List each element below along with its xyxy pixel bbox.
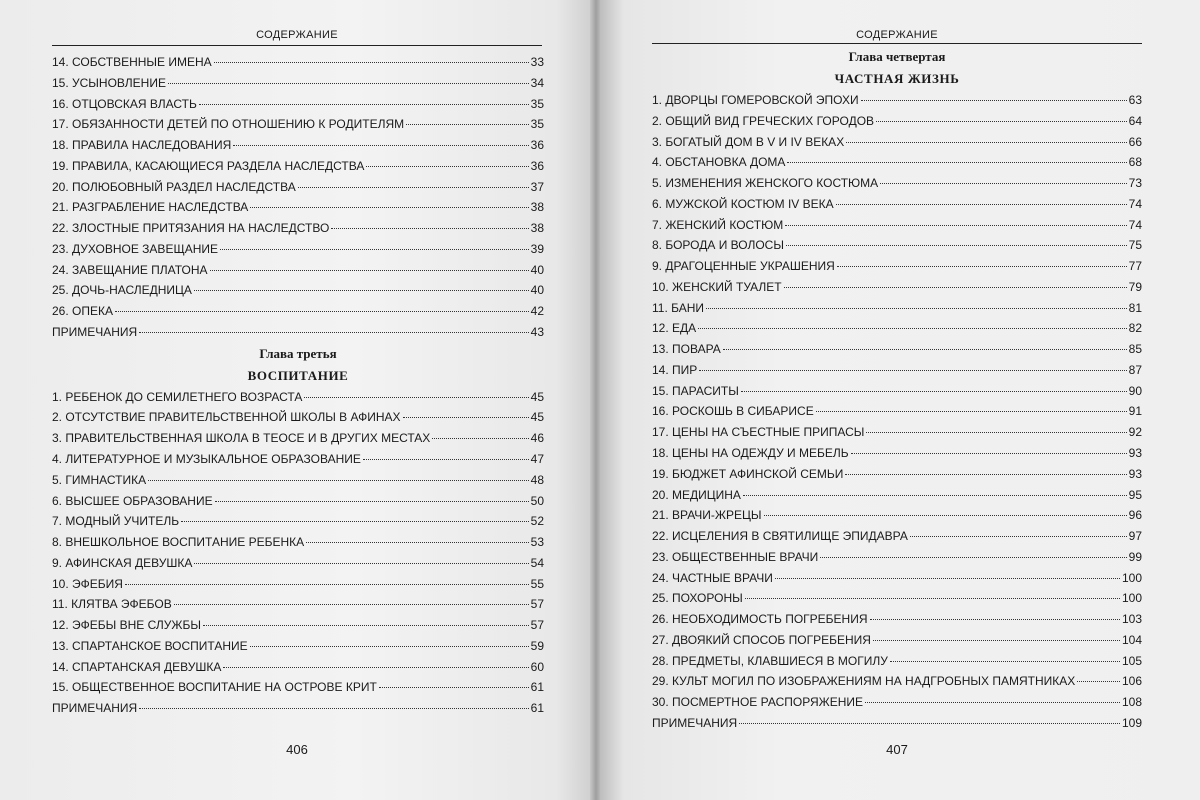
toc-entry-title: 29. КУЛЬТ МОГИЛ ПО ИЗОБРАЖЕНИЯМ НА НАДГРОБНЫХ ПАМЯТНИКАХ: [652, 674, 1076, 689]
dot-leader: [168, 83, 529, 84]
dot-leader: [139, 332, 528, 333]
dot-leader: [785, 225, 1126, 226]
toc-entry-title: 10. ЭФЕБИЯ: [52, 576, 123, 591]
dot-leader: [363, 459, 529, 460]
dot-leader: [174, 604, 529, 605]
dot-leader: [873, 640, 1120, 641]
toc-entry: [652, 111, 1142, 132]
toc-entry-page: 97: [1128, 529, 1142, 544]
toc-entry-page: 74: [1128, 196, 1142, 211]
toc-entry-title: 15. ОБЩЕСТВЕННОЕ ВОСПИТАНИЕ НА ОСТРОВЕ КРИТ: [52, 680, 377, 695]
toc-entry-page: 105: [1121, 653, 1142, 668]
dot-leader: [698, 328, 1126, 329]
toc-entry-title: 7. ЖЕНСКИЙ КОСТЮМ: [652, 217, 784, 232]
toc-entry: [652, 713, 1142, 734]
dot-leader: [148, 480, 529, 481]
dot-leader: [181, 521, 529, 522]
toc-entry-title: 6. ВЫСШЕЕ ОБРАЗОВАНИЕ: [52, 493, 213, 508]
page-number-right: 407: [886, 742, 908, 757]
toc-entries-right: [652, 90, 1142, 734]
toc-entry-page: 106: [1121, 674, 1142, 689]
toc-entry-page: 55: [530, 576, 544, 591]
toc-entry-page: 79: [1128, 279, 1142, 294]
header-rule-right: [652, 43, 1142, 44]
toc-entry: [652, 505, 1142, 526]
toc-entry-title: 12. ЕДА: [652, 321, 697, 336]
toc-entry: [52, 470, 544, 491]
toc-entry-title: 16. РОСКОШЬ В СИБАРИСЕ: [652, 404, 814, 419]
toc-entry: [52, 594, 544, 615]
toc-entry-page: 36: [530, 138, 544, 153]
chapter-title-right: ЧАСТНАЯ ЖИЗНЬ: [834, 71, 960, 86]
toc-entry: [52, 301, 544, 322]
toc-entry-page: 68: [1128, 155, 1142, 170]
toc-entry-page: 54: [530, 555, 544, 570]
toc-entry-page: 40: [530, 283, 544, 298]
toc-entry-title: 1. РЕБЕНОК ДО СЕМИЛЕТНЕГО ВОЗРАСТА: [52, 389, 303, 404]
toc-entry-page: 48: [530, 472, 544, 487]
toc-entry-page: 61: [530, 701, 544, 716]
toc-entry-title: 24. ЧАСТНЫЕ ВРАЧИ: [652, 570, 773, 585]
toc-entry: [652, 215, 1142, 236]
toc-entry-page: 34: [530, 75, 544, 90]
toc-entry: [652, 609, 1142, 630]
toc-entry-page: 63: [1128, 93, 1142, 107]
dot-leader: [890, 661, 1120, 662]
toc-entry-page: 66: [1128, 134, 1142, 149]
toc-entry-page: 82: [1128, 321, 1142, 336]
dot-leader: [210, 270, 529, 271]
toc-entry: [52, 407, 544, 428]
toc-entry: [52, 636, 544, 657]
toc-entry-title: 18. ПРАВИЛА НАСЛЕДОВАНИЯ: [52, 138, 232, 153]
toc-right: [652, 46, 1142, 734]
toc-entry-title: 12. ЭФЕБЫ ВНЕ СЛУЖБЫ: [52, 618, 201, 633]
toc-entry-page: 59: [530, 638, 544, 653]
toc-entry: [652, 360, 1142, 381]
toc-entry-page: 109: [1121, 715, 1142, 730]
dot-leader: [723, 349, 1127, 350]
toc-entry: [52, 615, 544, 636]
toc-entry: [52, 280, 544, 301]
toc-entry: [52, 114, 544, 135]
toc-entry-title: 25. ПОХОРОНЫ: [652, 591, 743, 606]
dot-leader: [816, 411, 1127, 412]
dot-leader: [220, 249, 529, 250]
toc-entry: [652, 547, 1142, 568]
dot-leader: [194, 290, 529, 291]
dot-leader: [745, 598, 1120, 599]
toc-entry: [652, 381, 1142, 402]
toc-entry: [652, 485, 1142, 506]
toc-entry: [652, 671, 1142, 692]
toc-entry: [52, 73, 544, 94]
toc-entry: [652, 588, 1142, 609]
toc-entry-page: 39: [530, 241, 544, 256]
toc-entry: [652, 256, 1142, 277]
dot-leader: [139, 708, 528, 709]
toc-entry: [52, 156, 544, 177]
toc-entry-page: 81: [1128, 300, 1142, 315]
toc-entry: [652, 339, 1142, 360]
dot-leader: [846, 142, 1126, 143]
toc-entries-top: [52, 52, 544, 343]
toc-entry: [52, 322, 544, 343]
dot-leader: [115, 311, 529, 312]
dot-leader: [870, 619, 1120, 620]
dot-leader: [786, 245, 1127, 246]
toc-entry-title: 14. ПИР: [652, 362, 698, 377]
dot-leader: [1077, 681, 1120, 682]
dot-leader: [866, 432, 1126, 433]
toc-entry-title: 26. НЕОБХОДИМОСТЬ ПОГРЕБЕНИЯ: [652, 612, 868, 627]
dot-leader: [379, 687, 529, 688]
toc-entry-page: 75: [1128, 238, 1142, 253]
left-page: [0, 0, 592, 800]
dot-leader: [910, 536, 1127, 537]
toc-entry-page: 38: [530, 221, 544, 236]
header-rule-left: [52, 45, 542, 46]
toc-entry-title: 23. ДУХОВНОЕ ЗАВЕЩАНИЕ: [52, 241, 218, 256]
toc-entry: [52, 239, 544, 260]
dot-leader: [880, 183, 1126, 184]
toc-entry: [652, 298, 1142, 319]
dot-leader: [250, 646, 529, 647]
toc-entry-page: 74: [1128, 217, 1142, 232]
toc-entry-title: 11. БАНИ: [652, 300, 705, 315]
toc-entry-title: 20. ПОЛЮБОВНЫЙ РАЗДЕЛ НАСЛЕДСТВА: [52, 179, 296, 194]
dot-leader: [851, 453, 1127, 454]
toc-entry-page: 33: [530, 55, 544, 69]
toc-entry-title: 15. ПАРАСИТЫ: [652, 383, 739, 398]
dot-leader: [214, 62, 529, 63]
toc-entry-title: 6. МУЖСКОЙ КОСТЮМ IV ВЕКА: [652, 196, 834, 211]
toc-entry-title: 30. ПОСМЕРТНОЕ РАСПОРЯЖЕНИЕ: [652, 695, 863, 710]
toc-entry-page: 93: [1128, 466, 1142, 481]
dot-leader: [865, 702, 1120, 703]
toc-entry: [52, 52, 544, 73]
toc-entry: [652, 173, 1142, 194]
toc-entry-title: 21. ВРАЧИ-ЖРЕЦЫ: [652, 508, 762, 523]
toc-entry-title: 9. АФИНСКАЯ ДЕВУШКА: [52, 555, 193, 570]
chapter-label-left: Глава третья: [259, 345, 337, 361]
dot-leader: [836, 204, 1127, 205]
toc-entry: [52, 260, 544, 281]
toc-entry-title: 23. ОБЩЕСТВЕННЫЕ ВРАЧИ: [652, 549, 819, 564]
toc-entry-title: 4. ЛИТЕРАТУРНОЕ И МУЗЫКАЛЬНОЕ ОБРАЗОВАНИЕ: [52, 452, 361, 467]
right-page: [600, 0, 1200, 800]
toc-entry-page: 92: [1128, 425, 1142, 440]
toc-entry-page: 43: [530, 324, 544, 339]
dot-leader: [250, 207, 528, 208]
dot-leader: [861, 100, 1127, 101]
toc-entry-page: 45: [530, 389, 544, 404]
toc-entry-title: 27. ДВОЯКИЙ СПОСОБ ПОГРЕБЕНИЯ: [652, 632, 871, 647]
toc-entry: [652, 401, 1142, 422]
running-head-left: СОДЕРЖАНИЕ: [256, 29, 338, 41]
toc-entry-page: 104: [1121, 632, 1142, 647]
toc-entry-title: 20. МЕДИЦИНА: [652, 487, 741, 502]
toc-entry: [652, 526, 1142, 547]
toc-entry-title: 5. ИЗМЕНЕНИЯ ЖЕНСКОГО КОСТЮМА: [652, 176, 879, 191]
toc-entry-page: 100: [1121, 570, 1142, 585]
toc-entry-page: 35: [530, 96, 544, 111]
toc-entry-page: 47: [530, 452, 544, 467]
toc-entry: [652, 277, 1142, 298]
dot-leader: [787, 162, 1126, 163]
dot-leader: [845, 474, 1126, 475]
dot-leader: [741, 391, 1127, 392]
dot-leader: [223, 667, 528, 668]
toc-entry-page: 35: [530, 117, 544, 132]
toc-entry: [52, 449, 544, 470]
toc-entry-page: 57: [530, 618, 544, 633]
toc-entry-page: 60: [530, 659, 544, 674]
toc-entry-page: 61: [530, 680, 544, 695]
dot-leader: [194, 563, 528, 564]
toc-entry-page: 77: [1128, 259, 1142, 274]
toc-entry: [52, 428, 544, 449]
toc-entry-page: 40: [530, 262, 544, 277]
dot-leader: [403, 417, 529, 418]
toc-entry-title: 25. ДОЧЬ-НАСЛЕДНИЦА: [52, 283, 192, 298]
toc-entry-title: 17. ЦЕНЫ НА СЪЕСТНЫЕ ПРИПАСЫ: [652, 425, 865, 440]
toc-entry: [52, 574, 544, 595]
toc-entry-title: 21. РАЗГРАБЛЕНИЕ НАСЛЕДСТВА: [52, 200, 249, 215]
toc-entry-title: 22. ИСЦЕЛЕНИЯ В СВЯТИЛИЩЕ ЭПИДАВРА: [652, 529, 908, 544]
toc-entry-page: 38: [530, 200, 544, 215]
toc-entry-title: 22. ЗЛОСТНЫЕ ПРИТЯЗАНИЯ НА НАСЛЕДСТВО: [52, 221, 330, 236]
toc-entry-title: 5. ГИМНАСТИКА: [52, 472, 147, 487]
toc-entry-title: 18. ЦЕНЫ НА ОДЕЖДУ И МЕБЕЛЬ: [652, 446, 849, 461]
chapter-label-right: Глава четвертая: [848, 49, 946, 64]
toc-entry: [652, 90, 1142, 111]
toc-entry-title: 8. ВНЕШКОЛЬНОЕ ВОСПИТАНИЕ РЕБЕНКА: [52, 535, 305, 550]
dot-leader: [876, 121, 1127, 122]
toc-entry-title: 24. ЗАВЕЩАНИЕ ПЛАТОНА: [52, 262, 208, 277]
toc-entry: [52, 698, 544, 719]
toc-left: [52, 52, 544, 719]
toc-entry-page: 64: [1128, 113, 1142, 128]
dot-leader: [406, 124, 529, 125]
toc-entry: [52, 197, 544, 218]
toc-entry-page: 103: [1121, 612, 1142, 627]
toc-entry-title: 1. ДВОРЦЫ ГОМЕРОВСКОЙ ЭПОХИ: [652, 93, 859, 107]
toc-entry: [652, 194, 1142, 215]
running-head-right: СОДЕРЖАНИЕ: [856, 29, 938, 41]
toc-entry: [52, 177, 544, 198]
chapter-title-left: ВОСПИТАНИЕ: [247, 367, 349, 383]
toc-entry-title: 3. БОГАТЫЙ ДОМ В V И IV ВЕКАХ: [652, 134, 845, 149]
toc-entry-title: 19. БЮДЖЕТ АФИНСКОЙ СЕМЬИ: [652, 466, 844, 481]
toc-entry-page: 46: [530, 431, 544, 446]
dot-leader: [306, 542, 529, 543]
toc-entry-page: 93: [1128, 446, 1142, 461]
toc-entry-title: 14. СОБСТВЕННЫЕ ИМЕНА: [52, 55, 212, 69]
toc-entry-title: 10. ЖЕНСКИЙ ТУАЛЕТ: [652, 279, 782, 294]
dot-leader: [820, 557, 1126, 558]
toc-entry-title: 17. ОБЯЗАННОСТИ ДЕТЕЙ ПО ОТНОШЕНИЮ К РОДИТЕЛЯМ: [52, 117, 405, 132]
toc-entry: [52, 218, 544, 239]
toc-entry-page: 53: [530, 535, 544, 550]
toc-entry: [52, 677, 544, 698]
toc-entry-title: 16. ОТЦОВСКАЯ ВЛАСТЬ: [52, 96, 197, 111]
dot-leader: [199, 104, 529, 105]
dot-leader: [366, 166, 528, 167]
toc-entry-page: 96: [1128, 508, 1142, 523]
toc-entry: [52, 491, 544, 512]
toc-entry-title: 11. КЛЯТВА ЭФЕБОВ: [52, 597, 172, 612]
toc-entry-page: 50: [530, 493, 544, 508]
toc-entry: [52, 94, 544, 115]
toc-entry-title: ПРИМЕЧАНИЯ: [52, 324, 138, 339]
dot-leader: [298, 187, 529, 188]
toc-entry: [652, 132, 1142, 153]
toc-entry-title: 13. СПАРТАНСКОЕ ВОСПИТАНИЕ: [52, 638, 248, 653]
toc-entry-title: 7. МОДНЫЙ УЧИТЕЛЬ: [52, 514, 180, 529]
toc-entry: [652, 422, 1142, 443]
toc-entry-page: 108: [1121, 695, 1142, 710]
toc-entry: [52, 657, 544, 678]
dot-leader: [764, 515, 1127, 516]
toc-entry-title: 28. ПРЕДМЕТЫ, КЛАВШИЕСЯ В МОГИЛУ: [652, 653, 888, 668]
toc-entry: [652, 318, 1142, 339]
toc-entry-page: 91: [1128, 404, 1142, 419]
toc-entry-title: 3. ПРАВИТЕЛЬСТВЕННАЯ ШКОЛА В ТЕОСЕ И В ДРУГИХ МЕСТАХ: [52, 431, 431, 446]
toc-entry: [652, 443, 1142, 464]
toc-entry: [652, 630, 1142, 651]
toc-entry: [652, 692, 1142, 713]
toc-entry-title: 15. УСЫНОВЛЕНИЕ: [52, 75, 166, 90]
toc-entry: [52, 135, 544, 156]
toc-entry: [652, 235, 1142, 256]
dot-leader: [706, 308, 1127, 309]
toc-entry-title: 8. БОРОДА И ВОЛОСЫ: [652, 238, 784, 253]
toc-entry-page: 99: [1128, 549, 1142, 564]
toc-entry-title: ПРИМЕЧАНИЯ: [52, 701, 138, 716]
toc-entry-page: 57: [530, 597, 544, 612]
toc-entry-title: ПРИМЕЧАНИЯ: [652, 715, 738, 730]
toc-entry-page: 52: [530, 514, 544, 529]
toc-entry: [52, 511, 544, 532]
toc-entry-page: 85: [1128, 342, 1142, 357]
dot-leader: [125, 584, 529, 585]
dot-leader: [699, 370, 1126, 371]
dot-leader: [775, 578, 1120, 579]
dot-leader: [331, 228, 528, 229]
toc-entry: [52, 553, 544, 574]
toc-entry: [652, 651, 1142, 672]
page-number-left: 406: [286, 742, 308, 757]
toc-entries-bottom: [52, 387, 544, 719]
dot-leader: [203, 625, 529, 626]
dot-leader: [432, 438, 528, 439]
toc-entry-title: 14. СПАРТАНСКАЯ ДЕВУШКА: [52, 659, 222, 674]
dot-leader: [739, 723, 1120, 724]
dot-leader: [743, 495, 1127, 496]
toc-entry-page: 36: [530, 158, 544, 173]
toc-entry-page: 95: [1128, 487, 1142, 502]
toc-entry-title: 9. ДРАГОЦЕННЫЕ УКРАШЕНИЯ: [652, 259, 835, 274]
toc-entry-page: 73: [1128, 176, 1142, 191]
toc-entry-page: 90: [1128, 383, 1142, 398]
toc-entry-title: 26. ОПЕКА: [52, 304, 113, 319]
toc-entry-title: 2. ОБЩИЙ ВИД ГРЕЧЕСКИХ ГОРОДОВ: [652, 113, 875, 128]
toc-entry-title: 4. ОБСТАНОВКА ДОМА: [652, 155, 786, 170]
toc-entry: [52, 532, 544, 553]
dot-leader: [784, 287, 1127, 288]
toc-entry-page: 37: [530, 179, 544, 194]
dot-leader: [233, 145, 528, 146]
toc-entry-page: 87: [1128, 362, 1142, 377]
toc-entry-title: 2. ОТСУТСТВИЕ ПРАВИТЕЛЬСТВЕННОЙ ШКОЛЫ В АФИНАХ: [52, 410, 401, 425]
toc-entry-title: 19. ПРАВИЛА, КАСАЮЩИЕСЯ РАЗДЕЛА НАСЛЕДСТВА: [52, 158, 365, 173]
toc-entry: [52, 387, 544, 408]
toc-entry: [652, 464, 1142, 485]
dot-leader: [215, 501, 529, 502]
dot-leader: [837, 266, 1127, 267]
dot-leader: [304, 397, 528, 398]
toc-entry: [652, 568, 1142, 589]
toc-entry-title: 13. ПОВАРА: [652, 342, 721, 357]
toc-entry: [652, 152, 1142, 173]
toc-entry-page: 42: [530, 304, 544, 319]
toc-entry-page: 45: [530, 410, 544, 425]
toc-entry-page: 100: [1121, 591, 1142, 606]
